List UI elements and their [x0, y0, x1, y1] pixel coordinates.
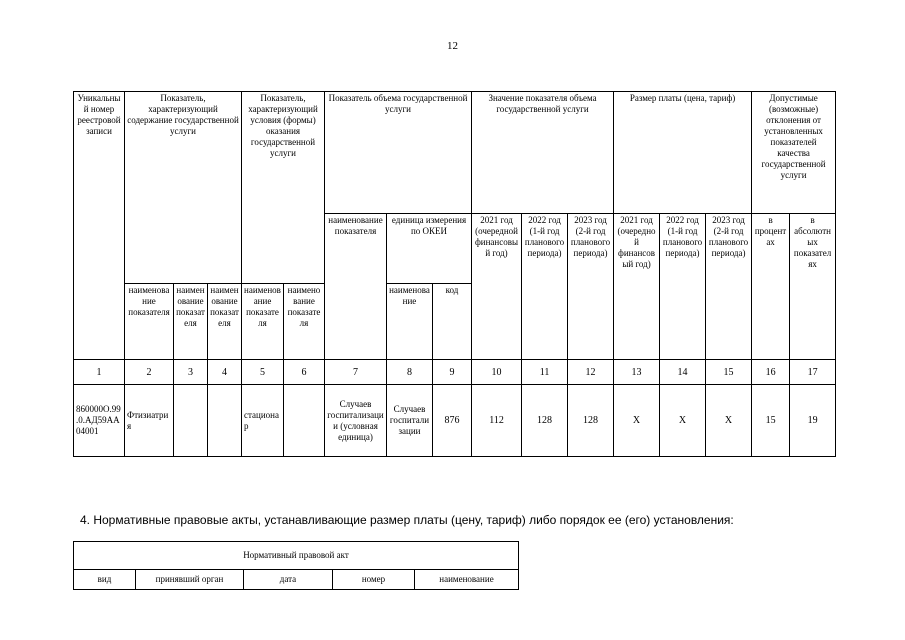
subheader-fee-2022: 2022 год (1-й год планового периода)	[660, 214, 706, 360]
column-number-cell: 7	[325, 360, 387, 385]
header-fee: Размер платы (цена, тариф)	[614, 92, 752, 214]
cond-2-cell	[284, 385, 325, 457]
column-number-cell: 2	[125, 360, 174, 385]
column-number-cell: 13	[614, 360, 660, 385]
subheader-year-2023: 2023 год (2-й год планового периода)	[568, 214, 614, 360]
column-number-cell: 17	[790, 360, 836, 385]
char-2-cell	[174, 385, 208, 457]
subheader-fee-2021: 2021 год (очередной финансовый год)	[614, 214, 660, 360]
subheader-fee-2023: 2023 год (2-й год планового периода)	[706, 214, 752, 360]
deviation-absolute-cell: 19	[790, 385, 836, 457]
subheader-year-2022: 2022 год (1-й год планового периода)	[522, 214, 568, 360]
page-number: 12	[447, 40, 458, 52]
volume-2023-cell: 128	[568, 385, 614, 457]
column-number-cell: 12	[568, 360, 614, 385]
column-number-cell: 10	[472, 360, 522, 385]
subheader-percent: в процентах	[752, 214, 790, 360]
acts-column-type: вид	[74, 570, 136, 590]
header-volume-value: Значение показателя объема государственной услуги	[472, 92, 614, 214]
volume-2022-cell: 128	[522, 385, 568, 457]
column-number-cell: 11	[522, 360, 568, 385]
subheader-year-2021: 2021 год (очередной финансовый год)	[472, 214, 522, 360]
char-3-cell	[208, 385, 242, 457]
acts-table-title: Нормативный правовой акт	[74, 542, 519, 570]
subheader-cond-name-2: наименование показателя	[284, 284, 325, 360]
subheader-cond-name-1: наименование показателя	[242, 284, 284, 360]
volume-2021-cell: 112	[472, 385, 522, 457]
unit-cell: Случаев госпитализации	[387, 385, 433, 457]
column-number-cell: 6	[284, 360, 325, 385]
registry-number-cell: 860000О.99.0.АД59АА04001	[74, 385, 125, 457]
subheader-unit-name: наименование	[387, 284, 433, 360]
char-1-cell: Фтизиатрия	[125, 385, 174, 457]
acts-column-number: номер	[333, 570, 415, 590]
deviation-percent-cell: 15	[752, 385, 790, 457]
acts-column-name: наименование	[415, 570, 519, 590]
column-number-cell: 15	[706, 360, 752, 385]
column-number-cell: 5	[242, 360, 284, 385]
fee-2021-cell: Х	[614, 385, 660, 457]
subheader-char-name-1: наименование показателя	[125, 284, 174, 360]
subheader-unit-okei: единица измерения по ОКЕИ	[387, 214, 472, 284]
indicator-cell: Случаев госпитализации (условная единица)	[325, 385, 387, 457]
subheader-code: код	[433, 284, 472, 360]
table-row	[74, 385, 836, 457]
regulatory-acts-table	[73, 541, 519, 590]
column-number-cell: 3	[174, 360, 208, 385]
acts-column-authority: принявший орган	[136, 570, 244, 590]
code-cell: 876	[433, 385, 472, 457]
header-conditions: Показатель, характеризующий условия (формы) оказания государственной услуги	[242, 92, 325, 284]
subheader-char-name-3: наименование показателя	[208, 284, 242, 360]
column-number-cell: 14	[660, 360, 706, 385]
column-number-cell: 1	[74, 360, 125, 385]
column-number-cell: 16	[752, 360, 790, 385]
fee-2022-cell: Х	[660, 385, 706, 457]
column-number-cell: 4	[208, 360, 242, 385]
subheader-absolute: в абсолютных показателях	[790, 214, 836, 360]
header-characterizing: Показатель, характеризующий содержание государственной услуги	[125, 92, 242, 284]
subheader-char-name-2: наименование показателя	[174, 284, 208, 360]
subheader-indicator-name: наименование показателя	[325, 214, 387, 360]
column-number-cell: 9	[433, 360, 472, 385]
header-volume: Показатель объема государственной услуги	[325, 92, 472, 214]
acts-column-date: дата	[244, 570, 333, 590]
header-deviations: Допустимые (возможные) отклонения от установленных показателей качества государственной услуги	[752, 92, 836, 214]
cond-1-cell: стационар	[242, 385, 284, 457]
fee-2023-cell: Х	[706, 385, 752, 457]
section-4-heading: 4. Нормативные правовые акты, устанавливающие размер платы (цену, тариф) либо порядок ее (его) установления:	[80, 513, 734, 527]
service-volume-table	[73, 91, 836, 457]
column-number-row	[74, 360, 836, 385]
column-number-cell: 8	[387, 360, 433, 385]
header-registry: Уникальный номер реестровой записи	[74, 92, 125, 360]
